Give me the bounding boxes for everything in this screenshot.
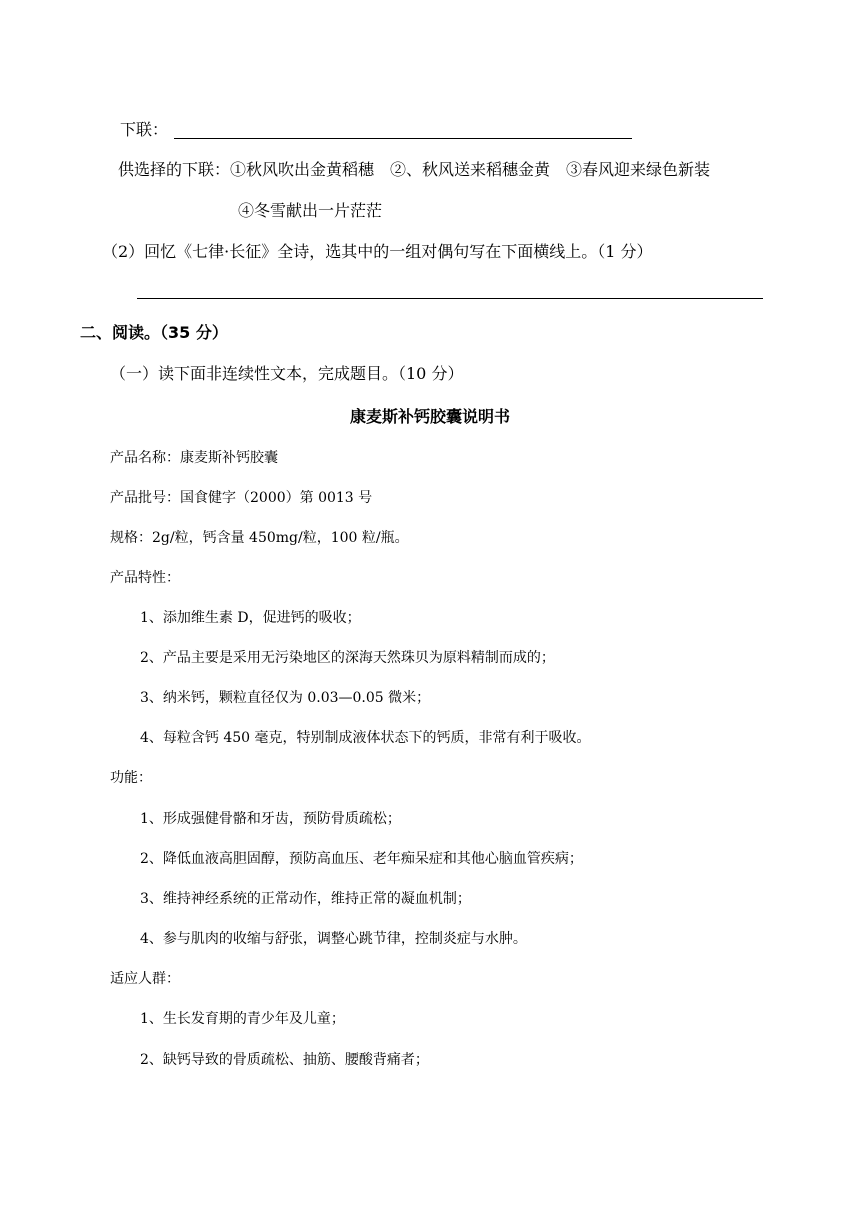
product-name: 产品名称：康麦斯补钙胶囊: [110, 450, 278, 466]
xialian-answer-line[interactable]: [174, 138, 632, 139]
spec: 规格：2g/粒，钙含量 450mg/粒，100 粒/瓶。: [110, 530, 409, 546]
function-item: 2、降低血液高胆固醇，预防高血压、老年痴呆症和其他心脑血管疾病；: [140, 851, 583, 867]
question-2-answer-line[interactable]: [137, 298, 763, 299]
couplet-options-line2: ④冬雪献出一片茫茫: [238, 201, 383, 220]
function-item: 1、形成强健骨骼和牙齿，预防骨质疏松；: [140, 811, 401, 827]
part-1-instruction: （一）读下面非连续性文本，完成题目。（10 分）: [110, 364, 464, 383]
feature-item: 3、纳米钙，颗粒直径仅为 0.03—0.05 微米；: [140, 690, 431, 706]
manual-title: 康麦斯补钙胶囊说明书: [349, 407, 510, 426]
section-2-heading: 二、阅读。（35 分）: [80, 323, 228, 342]
feature-item: 2、产品主要是采用无污染地区的深海天然珠贝为原料精制而成的；: [140, 650, 555, 666]
batch-number: 产品批号：国食健字（2000）第 0013 号: [110, 490, 373, 506]
feature-item: 4、每粒含钙 450 毫克，特别制成液体状态下的钙质，非常有利于吸收。: [140, 730, 591, 746]
couplet-options-line1: 供选择的下联：①秋风吹出金黄稻穗 ②、秋风送来稻穗金黄 ③春风迎来绿色新装: [118, 160, 711, 179]
features-heading: 产品特性：: [110, 570, 180, 586]
audience-item: 2、缺钙导致的骨质疏松、抽筋、腰酸背痛者；: [140, 1052, 429, 1068]
feature-item: 1、添加维生素 D，促进钙的吸收；: [140, 610, 361, 626]
audience-heading: 适应人群：: [110, 971, 180, 987]
audience-item: 1、生长发育期的青少年及儿童；: [140, 1011, 345, 1027]
question-2: （2）回忆《七律·长征》全诗，选其中的一组对偶句写在下面横线上。（1 分）: [102, 242, 653, 261]
function-item: 3、维持神经系统的正常动作，维持正常的凝血机制；: [140, 891, 471, 907]
function-item: 4、参与肌肉的收缩与舒张，调整心跳节律，控制炎症与水肿。: [140, 931, 527, 947]
functions-heading: 功能：: [110, 770, 152, 786]
xialian-label: 下联：: [120, 120, 169, 139]
